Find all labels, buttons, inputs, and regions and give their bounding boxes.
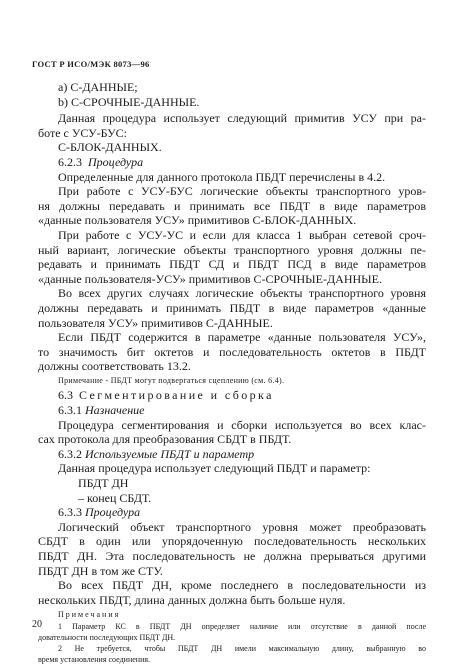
section-number: 6.3.3	[58, 505, 82, 520]
text-line: а) С-ДАННЫЕ;	[58, 80, 138, 94]
list-item: – конец СБДТ.	[78, 490, 152, 505]
text-line: Если ПБДТ содержится в параметре «данные пользователя УСУ»,	[58, 330, 426, 345]
section-title: Процедура	[88, 154, 144, 169]
note-line: 1 Параметр КС в ПБДТ ДН определяет наличие или отсутствие в данной после	[58, 622, 426, 632]
text-line: b) С-СРОЧНЫЕ-ДАННЫЕ.	[58, 94, 200, 109]
section-title: Процедура	[85, 505, 141, 520]
note-line: 2 Не требуется, чтобы ПБДТ ДН имели максимальную длину, выбранную во	[58, 644, 426, 654]
text-line: ный вариант, логические объекты транспортного уровня должны пе-	[38, 242, 426, 257]
text-line: Во всех других случаях логические объекты транспортного уровня	[58, 286, 426, 301]
text-line: нескольких ПБДТ, длина данных должна быть больше нуля.	[38, 592, 346, 607]
section-number: 6.3.2	[58, 446, 82, 461]
section-heading	[38, 505, 426, 520]
page-number: 20	[32, 619, 42, 630]
section-heading	[38, 155, 426, 170]
section-number: 6.3	[58, 388, 73, 403]
text-line: Логический объект транспортного уровня может преобразовать	[58, 519, 426, 534]
section-number: 6.2.3	[58, 154, 82, 169]
text-line: ПБДТ ДН. Эта последовательность не должна прерываться другими	[38, 549, 426, 563]
text-line: С-БЛОК-ДАННЫХ.	[58, 140, 162, 155]
section-heading	[38, 388, 426, 403]
text-line: Данная процедура использует следующий ПБДТ и параметр:	[58, 461, 371, 476]
text-line: «данные пользователя-УСУ» примитивов С-СРОЧНЫЕ-ДАННЫЕ.	[38, 271, 382, 286]
section-heading	[38, 447, 426, 462]
text-line: ПБДТ ДН в том же СТУ.	[38, 563, 163, 578]
notes-heading: Примечания	[58, 610, 121, 620]
list-item: ПБДТ ДН	[78, 476, 129, 491]
note-line: Примечание - ПБДТ могут подвергаться сцеплению (см. 6.4).	[58, 375, 285, 385]
text-line: СБДТ в один или упорядоченную последовательность нескольких	[38, 534, 426, 549]
section-title: Используемые ПБДТ и параметр	[85, 446, 255, 461]
text-line: то значимость бит октетов и последовательность октетов в ПБДТ	[38, 344, 426, 359]
section-title: Назначение	[85, 403, 145, 418]
text-line: Определенные для данного протокола ПБДТ перечислены в 4.2.	[58, 169, 386, 184]
text-line: Процедура сегментирования и сборки используется во всех клас-	[58, 417, 426, 432]
text-line: При работе с УСУ-БУС логические объекты транспортного уров-	[58, 184, 426, 199]
section-number: 6.3.1	[58, 403, 82, 418]
document-header: ГОСТ Р ИСО/МЭК 8073—96	[32, 59, 150, 69]
document-body	[38, 80, 426, 665]
text-line: должны соответствовать 13.2.	[38, 359, 191, 374]
note-line: время установления соединения.	[38, 655, 151, 665]
text-line: Во всех ПБДТ ДН, кроме последнего в последовательности из	[58, 578, 426, 593]
text-line: «данные пользователя УСУ» примитивов С-БЛОК-ДАННЫХ.	[38, 213, 357, 228]
text-line: сах протокола для преобразования СБДТ в ПБДТ.	[38, 432, 292, 447]
section-heading	[38, 403, 426, 418]
text-line: редавать и принимать ПБДТ СД и ПБДТ ПСД в виде параметров	[38, 257, 426, 272]
text-line: пользователя УСУ» примитивов С-ДАННЫЕ.	[38, 315, 273, 330]
text-line: При работе с УСУ-УС и если для класса 1 выбран сетевой сроч-	[58, 227, 426, 242]
text-line: боте с УСУ-БУС:	[38, 125, 127, 140]
text-line: должны передавать и принимать ПБДТ в виде параметров «данные	[38, 300, 426, 315]
section-title: Сегментирование и сборка	[79, 388, 274, 403]
text-line: Данная процедура использует следующий примитив УСУ при ра-	[58, 111, 426, 126]
note-line: довательности последующих ПБДТ ДН.	[38, 633, 176, 643]
text-line: ня должны передавать и принимать все ПБДТ в виде параметров	[38, 198, 426, 213]
